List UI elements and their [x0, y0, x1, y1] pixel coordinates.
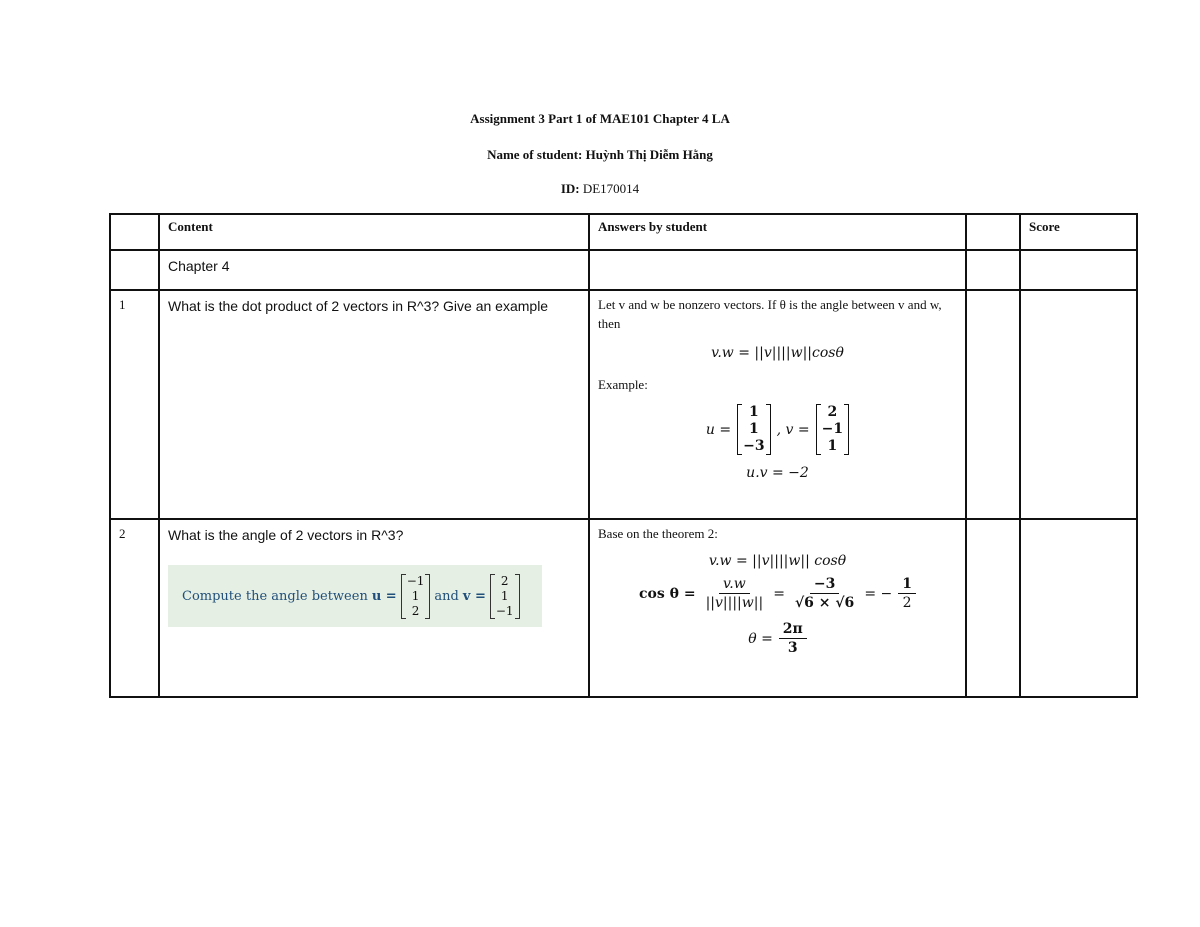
v-label: , v = — [776, 421, 810, 438]
header-cell-empty — [966, 214, 1020, 250]
student-label: Name of student: — [487, 147, 583, 162]
answer-intro: Base on the theorem 2: — [598, 526, 718, 541]
assignment-table — [109, 213, 1138, 698]
cos-label: cos θ = — [639, 585, 696, 602]
header-cell-num — [110, 214, 159, 250]
student-name: Huỳnh Thị Diễm Hằng — [585, 147, 713, 162]
image-text: Compute the angle between — [182, 588, 368, 604]
table-row — [110, 519, 1137, 697]
section-row — [110, 250, 1137, 290]
page-title: Assignment 3 Part 1 of MAE101 Chapter 4 LA — [470, 111, 730, 126]
table-header-row — [110, 214, 1137, 250]
image-and: and — [434, 588, 459, 604]
u-label: u = — [705, 421, 732, 438]
row-number: 1 — [119, 297, 126, 312]
answer-intro: Let v and w be nonzero vectors. If θ is the angle between v and w, then — [598, 297, 942, 331]
id-label: ID: — [560, 181, 580, 196]
theta-fraction: $\frac{2\pi}{3}$ — [779, 620, 807, 657]
section-title: Chapter 4 — [168, 258, 230, 274]
question-text: What is the dot product of 2 vectors in R^3? Give an example — [168, 298, 549, 314]
student-id-line — [0, 181, 1200, 197]
row-number: 2 — [119, 526, 126, 541]
theta-result — [590, 620, 965, 657]
fraction-2: $\frac{-3}{√6 \times √6}$ — [794, 576, 855, 611]
example-label: Example: — [598, 377, 648, 392]
theta-label: θ = — [748, 630, 773, 647]
example-result: u.v = −2 — [746, 465, 809, 481]
image-v-vector: 2 1 −1 — [490, 574, 520, 619]
u-vector: 1 1 −3 — [737, 404, 770, 455]
angle-formula: v.w = ||v||||w|| cosθ — [708, 553, 847, 569]
image-u-label: u = — [371, 588, 397, 604]
dot-product-formula: v.w = ||v||||w||cosθ — [711, 345, 844, 361]
example-vectors — [590, 404, 965, 455]
fraction-3: $\frac{1}{2}$ — [898, 575, 916, 612]
v-vector: 2 −1 1 — [816, 404, 849, 455]
question-image — [168, 565, 542, 627]
header-cell-answers: Answers by student — [589, 214, 966, 250]
cos-computation: cos θ = $\frac{v.w}{||v||||w||}$ = $\frac{-3}{√6 \times √6}$ = − $\frac{1}{2}$ — [590, 575, 965, 612]
fraction-1: $\frac{v.w}{||v||||w||}$ — [705, 576, 764, 611]
id-value: DE170014 — [582, 181, 640, 196]
table-row — [110, 290, 1137, 519]
image-v-label: v = — [462, 588, 486, 604]
header-cell-content: Content — [159, 214, 589, 250]
header-cell-score: Score — [1020, 214, 1137, 250]
student-name-line — [0, 147, 1200, 163]
question-text: What is the angle of 2 vectors in R^3? — [168, 527, 404, 543]
image-u-vector: −1 1 2 — [401, 574, 431, 619]
